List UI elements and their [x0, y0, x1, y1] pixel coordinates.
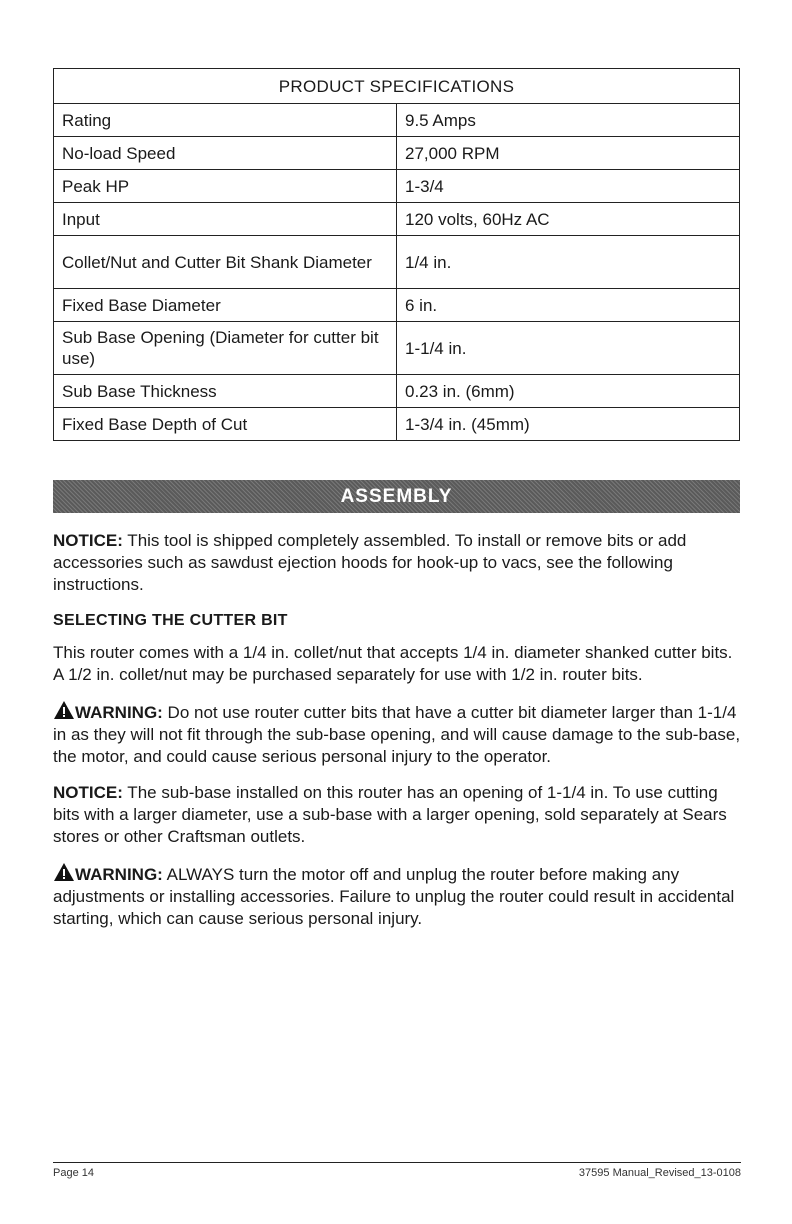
spec-value: 27,000 RPM	[397, 137, 740, 170]
notice-paragraph	[53, 530, 743, 596]
spec-label: Sub Base Opening (Diameter for cutter bit use)	[54, 322, 397, 375]
assembly-banner-title: ASSEMBLY	[340, 485, 453, 507]
warning-label: WARNING:	[75, 865, 163, 884]
spec-value: 1-3/4	[397, 170, 740, 203]
spec-table-title: PRODUCT SPECIFICATIONS	[54, 69, 740, 104]
warning-paragraph	[53, 862, 743, 930]
body-paragraph: This router comes with a 1/4 in. collet/nut that accepts 1/4 in. diameter shanked cutter bits. A 1/2 in. collet/nut may be purchased separately for use with 1/2 in. router bits.	[53, 643, 733, 684]
section-heading: SELECTING THE CUTTER BIT	[53, 612, 288, 629]
spec-row	[54, 375, 740, 408]
spec-label: Fixed Base Depth of Cut	[54, 408, 397, 441]
spec-label: Fixed Base Diameter	[54, 289, 397, 322]
spec-label: No-load Speed	[54, 137, 397, 170]
warning-triangle-icon	[53, 700, 75, 720]
notice-label: NOTICE:	[53, 531, 123, 550]
spec-value: 1-1/4 in.	[397, 322, 740, 375]
spec-row	[54, 203, 740, 236]
assembly-section	[53, 530, 743, 944]
spec-label: Collet/Nut and Cutter Bit Shank Diameter	[54, 236, 397, 289]
spec-table-header-row	[54, 69, 740, 104]
warning-triangle-icon	[53, 862, 75, 882]
spec-value: 9.5 Amps	[397, 104, 740, 137]
spec-row	[54, 104, 740, 137]
spec-row	[54, 322, 740, 375]
spec-value: 1-3/4 in. (45mm)	[397, 408, 740, 441]
spec-row	[54, 170, 740, 203]
spec-label: Rating	[54, 104, 397, 137]
spec-value: 6 in.	[397, 289, 740, 322]
warning-label: WARNING:	[75, 703, 163, 722]
notice-text: The sub-base installed on this router has an opening of 1-1/4 in. To use cutting bits with a larger diameter, use a sub-base with a larger opening, sold separately at Sears stores or other Craftsman outlets.	[53, 783, 727, 846]
notice-label: NOTICE:	[53, 783, 123, 802]
warning-text: ALWAYS turn the motor off and unplug the router before making any adjustments or installing accessories. Failure to unplug the router could result in accidental starting, which can cause serious personal injury.	[53, 865, 735, 928]
spec-row	[54, 236, 740, 289]
spec-label: Peak HP	[54, 170, 397, 203]
spec-label: Input	[54, 203, 397, 236]
notice-paragraph	[53, 782, 743, 848]
warning-paragraph	[53, 700, 743, 768]
assembly-banner	[53, 480, 740, 513]
document-id: 37595 Manual_Revised_13-0108	[578, 1167, 741, 1179]
spec-value: 1/4 in.	[397, 236, 740, 289]
page-footer	[53, 1162, 741, 1179]
spec-row	[54, 408, 740, 441]
spec-value: 0.23 in. (6mm)	[397, 375, 740, 408]
notice-text: This tool is shipped completely assembled. To install or remove bits or add accessories such as sawdust ejection hoods for hook-up to vacs, see the following instructions.	[53, 531, 687, 594]
spec-label: Sub Base Thickness	[54, 375, 397, 408]
page-number: Page 14	[53, 1167, 94, 1179]
warning-text: Do not use router cutter bits that have a cutter bit diameter larger than 1-1/4 in as they will not fit through the sub-base opening, and will cause damage to the sub-base, the motor, and could cause serious personal injury to the operator.	[53, 703, 741, 766]
product-specifications-table	[53, 68, 740, 441]
spec-value: 120 volts, 60Hz AC	[397, 203, 740, 236]
spec-row	[54, 289, 740, 322]
spec-row	[54, 137, 740, 170]
